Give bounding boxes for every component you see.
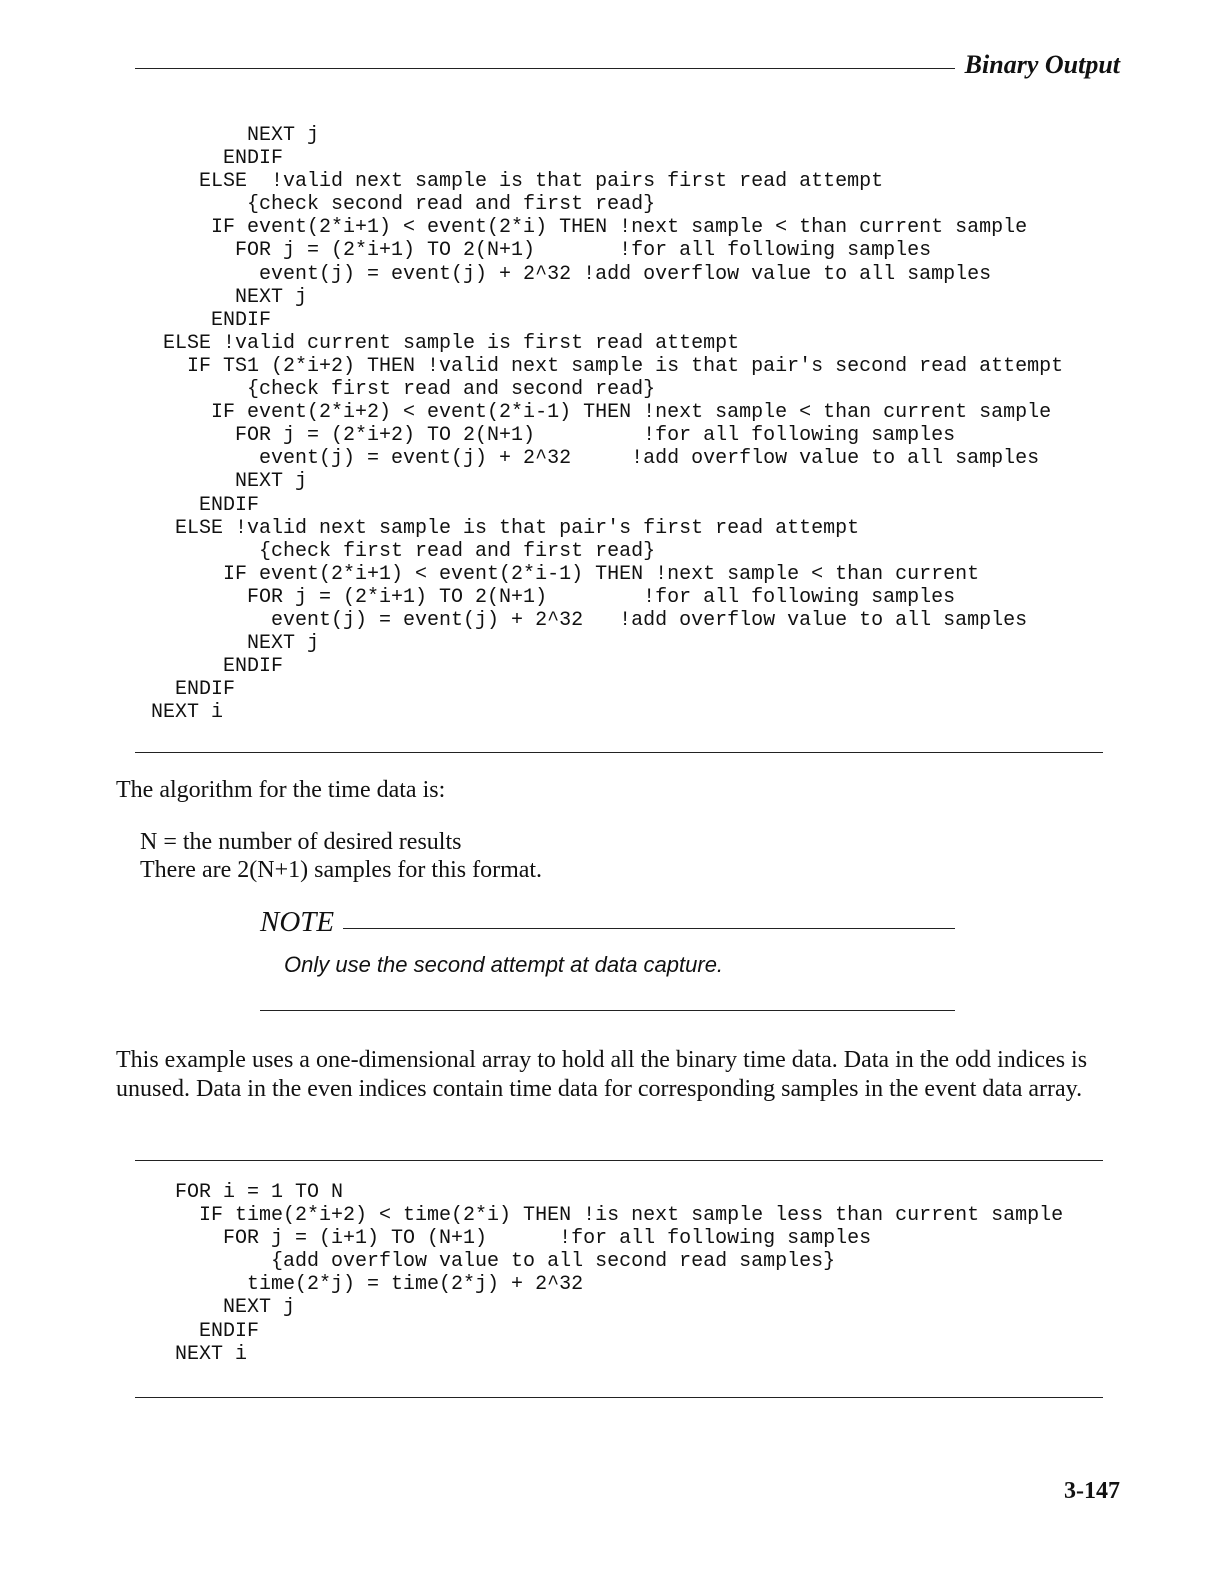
code-line: event(j) = event(j) + 2^32 !add overflow value to all samples: [151, 262, 992, 286]
code-line: ENDIF: [151, 493, 260, 517]
note-bottom-rule: [260, 1010, 955, 1011]
code-line: NEXT j: [151, 285, 308, 309]
code-line: IF TS1 (2*i+2) THEN !valid next sample is that pair's second read attempt: [151, 354, 1064, 378]
code-line: ELSE !valid current sample is first read attempt: [151, 331, 740, 355]
divider: [135, 1160, 1103, 1161]
definition-n: N = the number of desired results: [140, 829, 462, 855]
code-line: NEXT i: [151, 1342, 248, 1366]
note-top-rule: [343, 928, 955, 929]
code-line: IF event(2*i+1) < event(2*i-1) THEN !next sample < than current: [151, 562, 980, 586]
code-line: event(j) = event(j) + 2^32 !add overflow value to all samples: [151, 608, 1028, 632]
code-line: FOR i = 1 TO N: [151, 1181, 344, 1204]
code-block-1: [151, 124, 1063, 724]
code-line: {check first read and first read}: [151, 539, 656, 563]
code-line: FOR j = (2*i+1) TO 2(N+1) !for all following samples: [151, 239, 932, 263]
definition-samples: There are 2(N+1) samples for this format.: [140, 857, 543, 883]
code-line: NEXT j: [151, 124, 320, 147]
divider: [135, 1397, 1103, 1398]
code-line: time(2*j) = time(2*j) + 2^32: [151, 1273, 584, 1297]
code-line: event(j) = event(j) + 2^32 !add overflow value to all samples: [151, 447, 1040, 471]
code-line: IF event(2*i+1) < event(2*i) THEN !next sample < than current sample: [151, 216, 1028, 240]
note-title: NOTE: [260, 906, 335, 938]
section-title: Binary Output: [964, 50, 1120, 79]
intro-text: The algorithm for the time data is:: [116, 777, 446, 803]
code-line: IF event(2*i+2) < event(2*i-1) THEN !next sample < than current sample: [151, 401, 1052, 425]
code-line: ENDIF: [151, 678, 236, 702]
code-line: {add overflow value to all second read samples}: [151, 1250, 836, 1274]
code-line: ENDIF: [151, 655, 284, 679]
code-line: NEXT j: [151, 470, 308, 494]
code-line: ENDIF: [151, 147, 284, 171]
page-number: 3-147: [1064, 1478, 1120, 1504]
divider: [135, 752, 1103, 753]
code-line: NEXT j: [151, 632, 320, 656]
code-line: ELSE !valid next sample is that pairs first read attempt: [151, 170, 884, 194]
code-line: {check first read and second read}: [151, 378, 656, 402]
header-rule: [135, 68, 955, 69]
code-block-2: [151, 1181, 1063, 1366]
code-line: NEXT i: [151, 701, 224, 725]
code-line: FOR j = (2*i+1) TO 2(N+1) !for all following samples: [151, 585, 956, 609]
description-paragraph: This example uses a one-dimensional array to hold all the binary time data. Data in the odd indices is unused. Data in the even indices contain time data for corresponding samples in the event data array.: [116, 1047, 1088, 1102]
note-body: Only use the second attempt at data capture.: [284, 952, 724, 977]
code-line: FOR j = (2*i+2) TO 2(N+1) !for all following samples: [151, 424, 956, 448]
code-line: ENDIF: [151, 308, 272, 332]
code-line: ELSE !valid next sample is that pair's first read attempt: [151, 516, 860, 540]
code-line: ENDIF: [151, 1319, 260, 1343]
code-line: {check second read and first read}: [151, 193, 656, 217]
code-line: NEXT j: [151, 1296, 296, 1320]
code-line: IF time(2*i+2) < time(2*i) THEN !is next sample less than current sample: [151, 1204, 1064, 1228]
code-line: FOR j = (i+1) TO (N+1) !for all following samples: [151, 1227, 872, 1251]
